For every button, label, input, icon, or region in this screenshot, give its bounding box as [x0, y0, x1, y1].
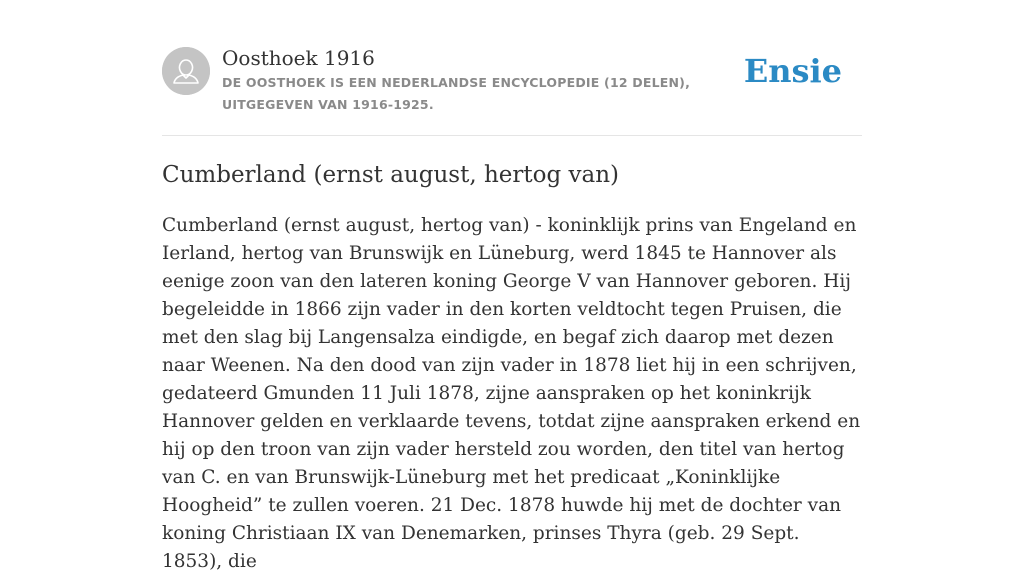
ensie-logo[interactable]: Ensie [743, 52, 842, 90]
article-title: Cumberland (ernst august, hertog van) [162, 162, 619, 188]
user-silhouette-icon[interactable] [162, 47, 210, 95]
avatar-graphic [162, 47, 210, 95]
source-header [162, 46, 862, 136]
source-description: DE OOSTHOEK IS EEN NEDERLANDSE ENCYCLOPEDIE (12 DELEN), UITGEGEVEN VAN 1916-1925. [222, 75, 691, 112]
header-divider [162, 135, 862, 136]
source-title[interactable]: Oosthoek 1916 [222, 46, 375, 70]
article-body: Cumberland (ernst august, hertog van) - koninklijk prins van Engeland en Ierland, hertog van Brunswijk en Lüneburg, werd 1845 te Hannover als eenige zoon van den lateren koning George V van Hannover geboren. Hij begeleidde in 1866 zijn vader in den korten veldtocht tegen Pruisen, die met den slag bij Langensalza eindigde, en begaf zich daarop met dezen naar Weenen. Na den dood van zijn vader in 1878 liet hij in een schrijven, gedateerd Gmunden 11 Juli 1878, zijne aanspraken op het koninkrijk Hannover gelden en verklaarde tevens, totdat zijne aanspraken erkend en hij op den troon van zijn vader hersteld zou worden, den titel van hertog van C. en van Brunswijk-Lüneburg met het predicaat „Koninklijke Hoogheid” te zullen voeren. 21 Dec. 1878 huwde hij met de dochter van koning Christiaan IX van Denemarken, prinses Thyra (geb. 29 Sept. 1853), die [162, 215, 861, 572]
